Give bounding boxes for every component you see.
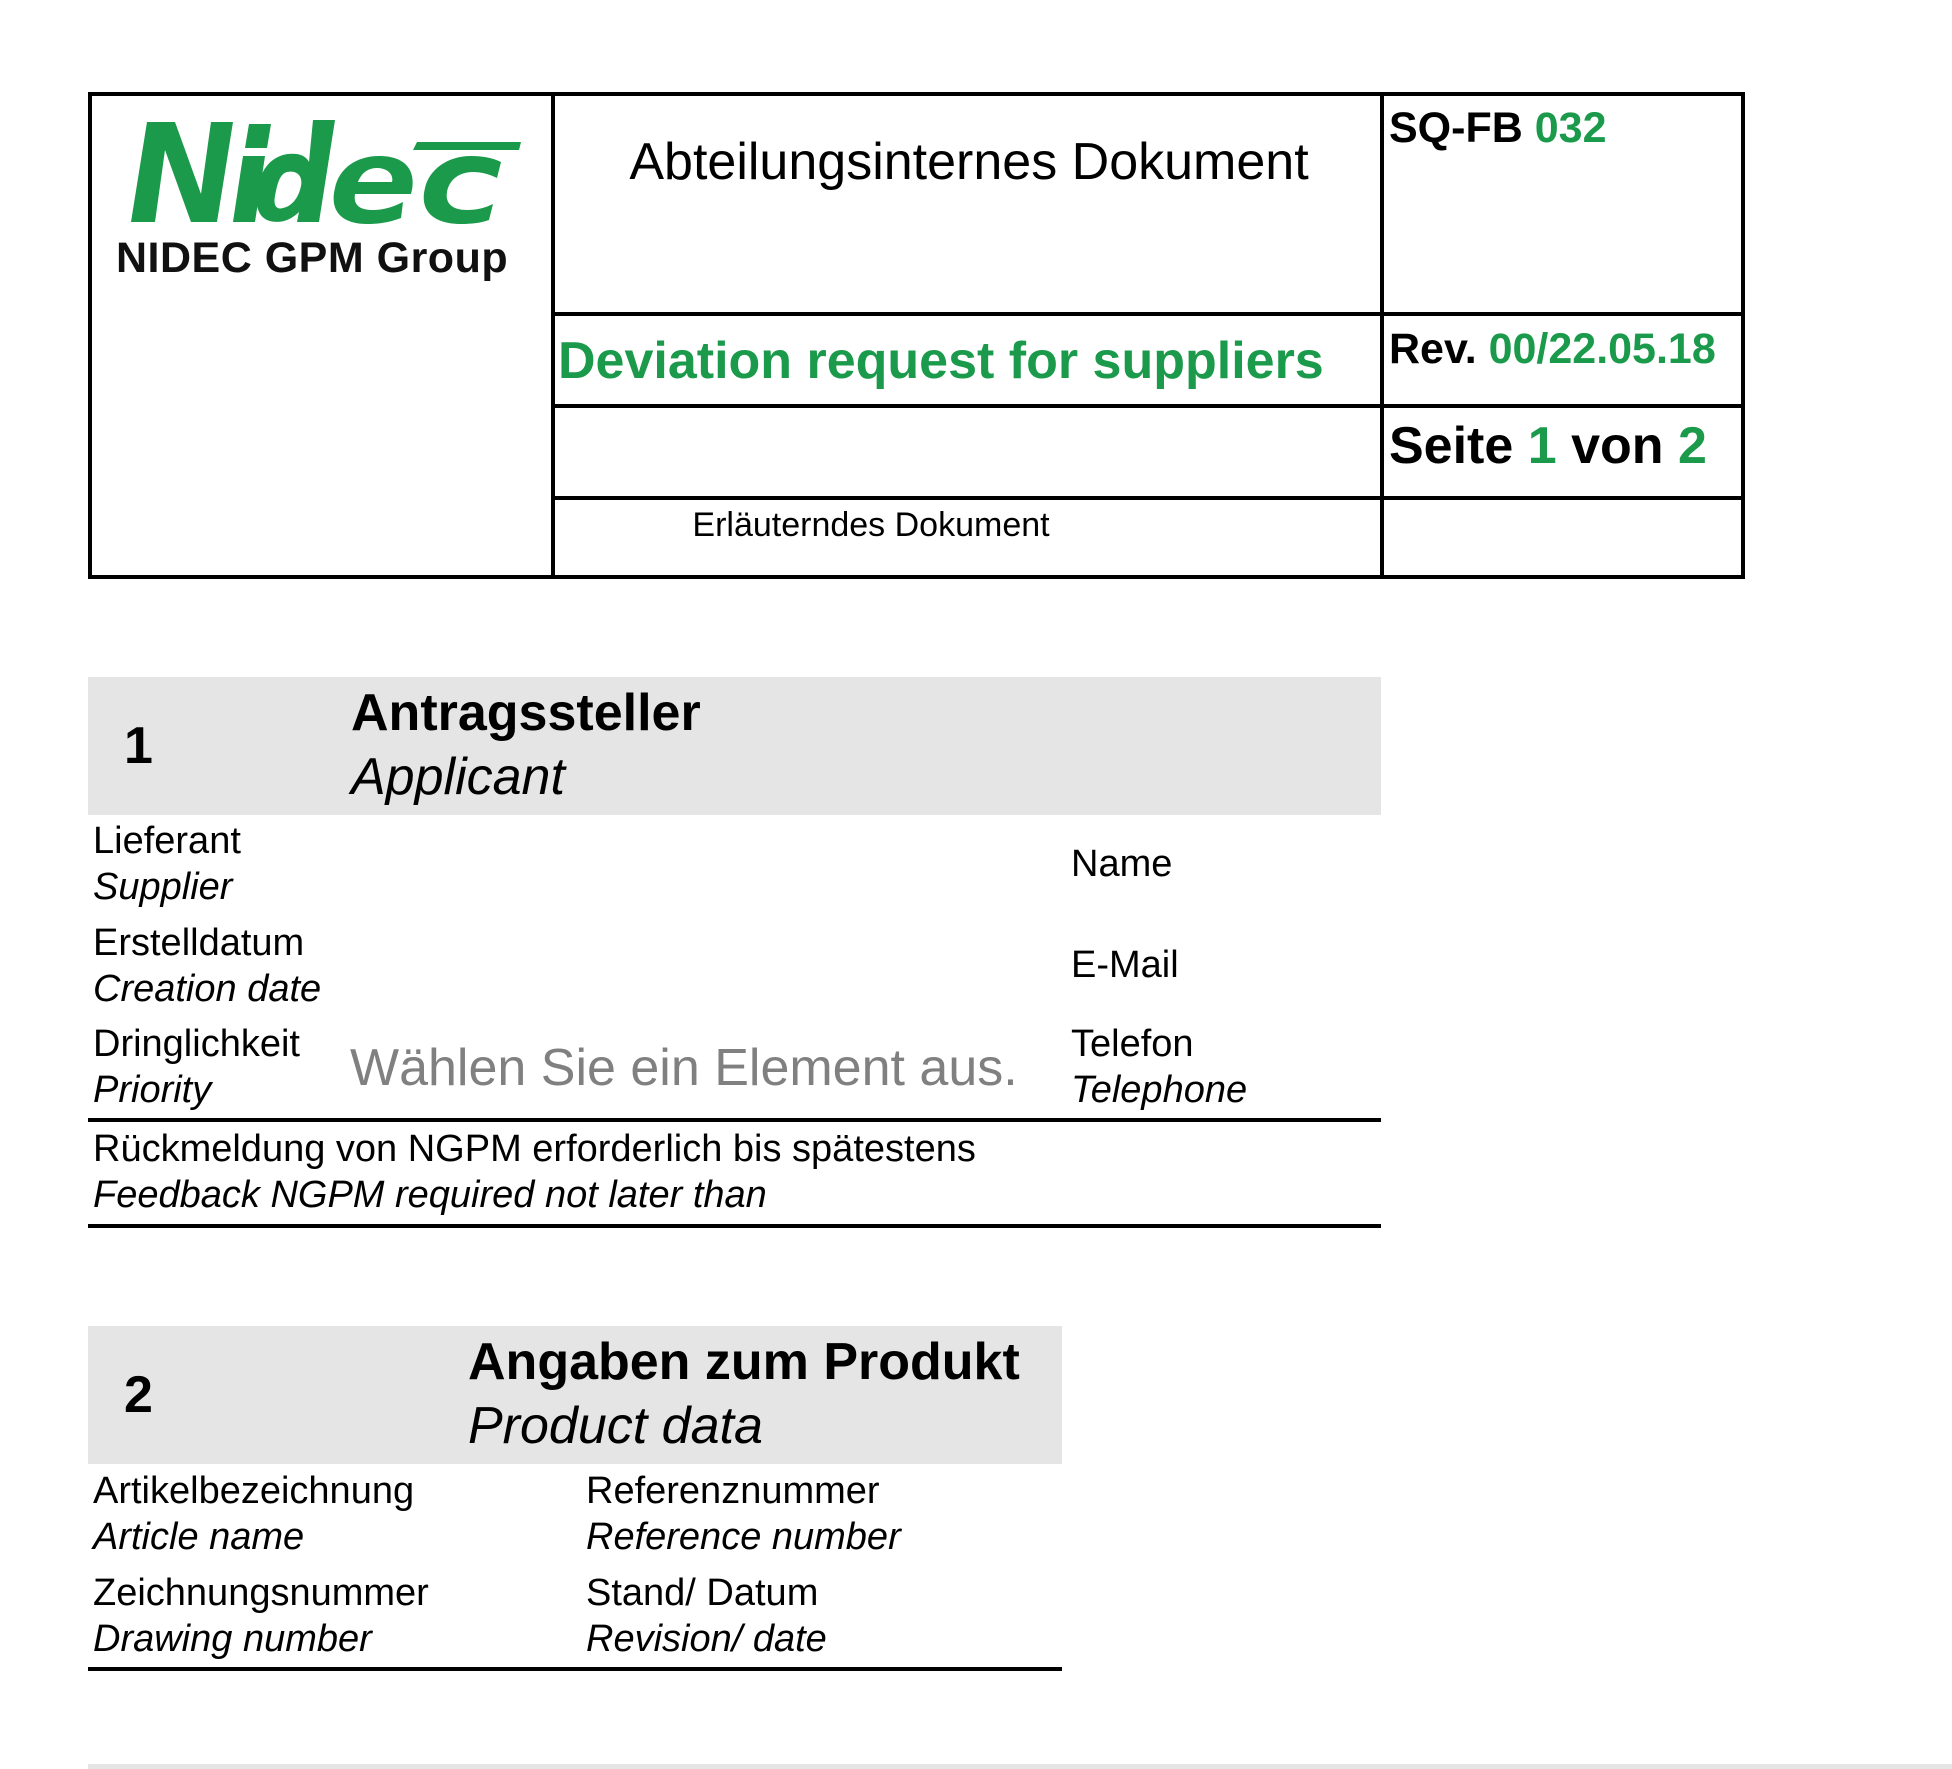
- header-divider: [551, 312, 1741, 316]
- section-1-divider: [88, 1118, 1381, 1122]
- page-total: 2: [1678, 417, 1707, 475]
- section-1-bottom-rule: [88, 1224, 1381, 1228]
- creation-date-label-de: Erstelldatum: [93, 922, 305, 964]
- supplier-label-en: Supplier: [93, 866, 233, 908]
- supplier-label-de: Lieferant: [93, 820, 241, 862]
- section-2-title-de: Angaben zum Produkt: [468, 1333, 1020, 1391]
- header-divider: [551, 404, 1741, 408]
- section-2-title-en: Product data: [468, 1397, 763, 1455]
- revision-date-label: [586, 1570, 827, 1662]
- document-code: [1389, 104, 1606, 153]
- creation-date-label: [93, 920, 321, 1012]
- header-divider: [551, 96, 555, 575]
- name-label: Name: [1071, 843, 1173, 885]
- supplier-label: [93, 818, 241, 910]
- reference-number-label: [586, 1468, 901, 1560]
- page-current: 1: [1527, 417, 1557, 475]
- priority-dropdown[interactable]: Wählen Sie ein Element aus.: [350, 1039, 1018, 1097]
- article-name-label: [93, 1468, 414, 1560]
- revision-info: [1389, 325, 1716, 374]
- section-1-header: [88, 677, 1381, 815]
- section-1-number: 1: [124, 717, 153, 775]
- document-title: Deviation request for suppliers: [558, 332, 1324, 390]
- feedback-deadline-label-de: Rückmeldung von NGPM erforderlich bis spätestens: [93, 1128, 976, 1170]
- feedback-deadline-label: [93, 1126, 976, 1218]
- revision-date-label-de: Stand/ Datum: [586, 1572, 819, 1614]
- header-divider: [551, 496, 1741, 500]
- company-group-name: NIDEC GPM Group: [116, 234, 509, 282]
- revision-date-label-en: Revision/ date: [586, 1618, 827, 1660]
- document-code-prefix: SQ-FB: [1389, 104, 1523, 152]
- priority-label-en: Priority: [93, 1069, 212, 1111]
- document-code-number: 032: [1534, 104, 1607, 152]
- article-name-label-de: Artikelbezeichnung: [93, 1470, 415, 1512]
- revision-label: Rev.: [1389, 325, 1477, 373]
- telephone-label-de: Telefon: [1071, 1023, 1194, 1065]
- telephone-label-en: Telephone: [1071, 1069, 1248, 1111]
- section-2-number: 2: [124, 1366, 153, 1424]
- section-3-header: [88, 1764, 1952, 1769]
- feedback-deadline-label-en: Feedback NGPM required not later than: [93, 1174, 767, 1216]
- reference-number-label-de: Referenznummer: [586, 1470, 880, 1512]
- drawing-number-label-de: Zeichnungsnummer: [93, 1572, 429, 1614]
- page-label: Seite: [1389, 417, 1514, 475]
- priority-label-de: Dringlichkeit: [93, 1023, 300, 1065]
- document-note: Erläuterndes Dokument: [692, 506, 1050, 544]
- article-name-label-en: Article name: [93, 1516, 305, 1558]
- drawing-number-label: [93, 1570, 429, 1662]
- document-type: Abteilungsinternes Dokument: [629, 133, 1309, 191]
- telephone-label: [1071, 1021, 1247, 1113]
- priority-label: [93, 1021, 300, 1113]
- reference-number-label-en: Reference number: [586, 1516, 901, 1558]
- creation-date-label-en: Creation date: [93, 968, 322, 1010]
- nidec-logo: [117, 116, 527, 231]
- page-indicator: [1389, 416, 1707, 476]
- drawing-number-label-en: Drawing number: [93, 1618, 372, 1660]
- section-1-title-de: Antragssteller: [351, 684, 701, 742]
- document-header-table: [88, 92, 1745, 579]
- section-1-title-en: Applicant: [351, 748, 565, 806]
- page-of: von: [1571, 417, 1664, 475]
- email-label: E-Mail: [1071, 944, 1179, 986]
- revision-value: 00/22.05.18: [1488, 325, 1716, 373]
- section-2-bottom-rule: [88, 1667, 1062, 1671]
